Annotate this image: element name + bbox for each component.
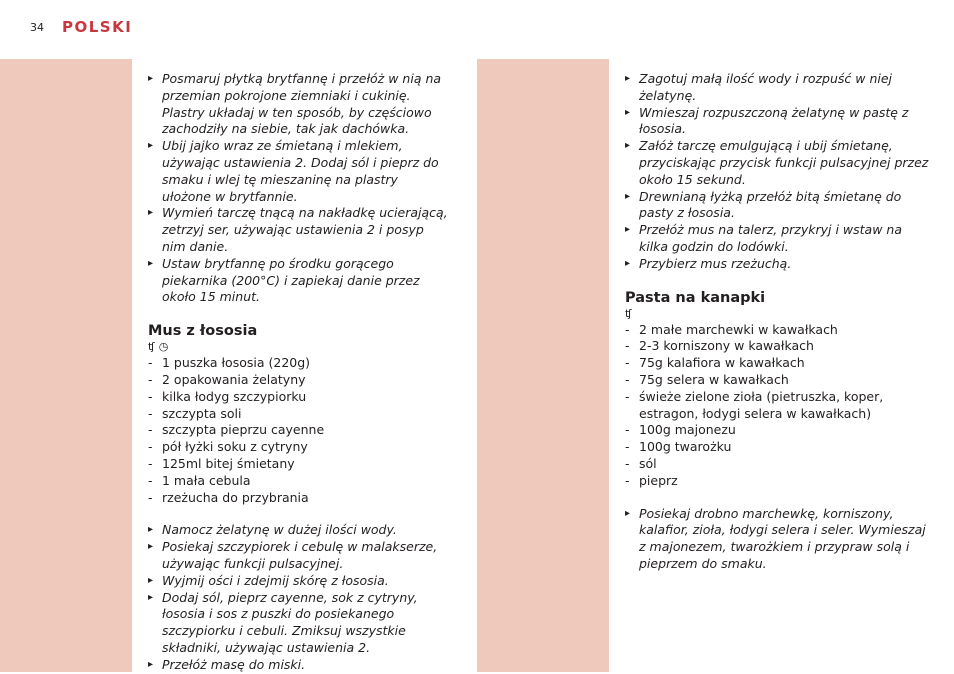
ingredient-item: - 1 puszka łososia (220g) <box>148 355 448 372</box>
step-item: ▸ Ubij jajko wraz ze śmietaną i mlekiem, używając ustawienia 2. Dodaj sól i pieprz do smaku i wlej tę mieszaninę na plastry ułożone w brytfannie. <box>148 138 448 205</box>
ingredient-item: - świeże zielone zioła (pietruszka, koper, estragon, łodygi selera w kawałkach) <box>625 389 930 423</box>
ingredient-item: - szczypta soli <box>148 406 448 423</box>
whisk-icon: ʧ <box>625 306 632 320</box>
ingredient-item: - szczypta pieprzu cayenne <box>148 422 448 439</box>
step-item: ▸ Namocz żelatynę w dużej ilości wody. <box>148 522 448 539</box>
ingredient-list <box>625 322 930 490</box>
recipe-icons <box>625 307 930 321</box>
ingredient-item: - pieprz <box>625 473 930 490</box>
ingredient-item: - 100g twarożku <box>625 439 930 456</box>
left-steps <box>148 522 448 673</box>
step-item: ▸ Posmaruj płytką brytfannę i przełóż w nią na przemian pokrojone ziemniaki i cukinię. Plastry układaj w ten sposób, by częściowo zachodziły na siebie, tak jak dachówka. <box>148 71 448 138</box>
right-steps-top <box>625 71 930 273</box>
language-heading: POLSKI <box>62 18 133 36</box>
ingredient-item: - 1 mała cebula <box>148 473 448 490</box>
step-item: ▸ Posiekaj drobno marchewkę, korniszony, kalafior, zioła, łodygi selera i seler. Wymieszaj z majonezem, twarożkiem i przypraw solą i pieprzem do smaku. <box>625 506 930 573</box>
ingredient-item: - 2-3 korniszony w kawałkach <box>625 338 930 355</box>
ingredient-item: - pół łyżki soku z cytryny <box>148 439 448 456</box>
step-item: ▸ Wymień tarczę tnącą na nakładkę ucierającą, zetrzyj ser, używając ustawienia 2 i posyp nim danie. <box>148 205 448 255</box>
step-item: ▸ Przybierz mus rzeżuchą. <box>625 256 930 273</box>
step-item: ▸ Dodaj sól, pieprz cayenne, sok z cytryny, łososia i sos z puszki do posiekanego szczypiorku i cebuli. Zmiksuj wszystkie składniki, używając ustawienia 2. <box>148 590 448 657</box>
recipe-title: Pasta na kanapki <box>625 289 766 306</box>
page-number: 34 <box>30 21 44 34</box>
recipe-icons <box>148 340 448 354</box>
step-item: ▸ Przełóż mus na talerz, przykryj i wstaw na kilka godzin do lodówki. <box>625 222 930 256</box>
step-item: ▸ Załóż tarczę emulgującą i ubij śmietanę, przyciskając przycisk funkcji pulsacyjnej przez około 15 sekund. <box>625 138 930 188</box>
ingredient-item: - rzeżucha do przybrania <box>148 490 448 507</box>
ingredient-list <box>148 355 448 506</box>
ingredient-item: - 2 małe marchewki w kawałkach <box>625 322 930 339</box>
step-item: ▸ Posiekaj szczypiorek i cebulę w malakserze, używając funkcji pulsacyjnej. <box>148 539 448 573</box>
step-item: ▸ Ustaw brytfannę po środku gorącego piekarnika (200°C) i zapiekaj danie przez około 15 minut. <box>148 256 448 306</box>
recipe-title: Mus z łososia <box>148 323 258 340</box>
left-steps-top <box>148 71 448 306</box>
step-item: ▸ Drewnianą łyżką przełóż bitą śmietanę do pasty z łososia. <box>625 189 930 223</box>
decorative-band-right <box>477 59 609 672</box>
decorative-band-left <box>0 59 132 672</box>
ingredient-item: - 2 opakowania żelatyny <box>148 372 448 389</box>
left-column <box>148 71 448 674</box>
ingredient-item: - 75g kalafiora w kawałkach <box>625 355 930 372</box>
step-item: ▸ Wmieszaj rozpuszczoną żelatynę w pastę z łososia. <box>625 105 930 139</box>
step-item: ▸ Przełóż masę do miski. <box>148 657 448 674</box>
timer-icon: ◷ <box>158 340 169 354</box>
right-steps <box>625 506 930 573</box>
step-item: ▸ Zagotuj małą ilość wody i rozpuść w niej żelatynę. <box>625 71 930 105</box>
ingredient-item: - 75g selera w kawałkach <box>625 372 930 389</box>
ingredient-item: - sól <box>625 456 930 473</box>
ingredient-item: - kilka łodyg szczypiorku <box>148 389 448 406</box>
ingredient-item: - 100g majonezu <box>625 422 930 439</box>
whisk-icon: ʧ <box>148 340 155 354</box>
step-item: ▸ Wyjmij ości i zdejmij skórę z łososia. <box>148 573 448 590</box>
right-column <box>625 71 930 573</box>
ingredient-item: - 125ml bitej śmietany <box>148 456 448 473</box>
